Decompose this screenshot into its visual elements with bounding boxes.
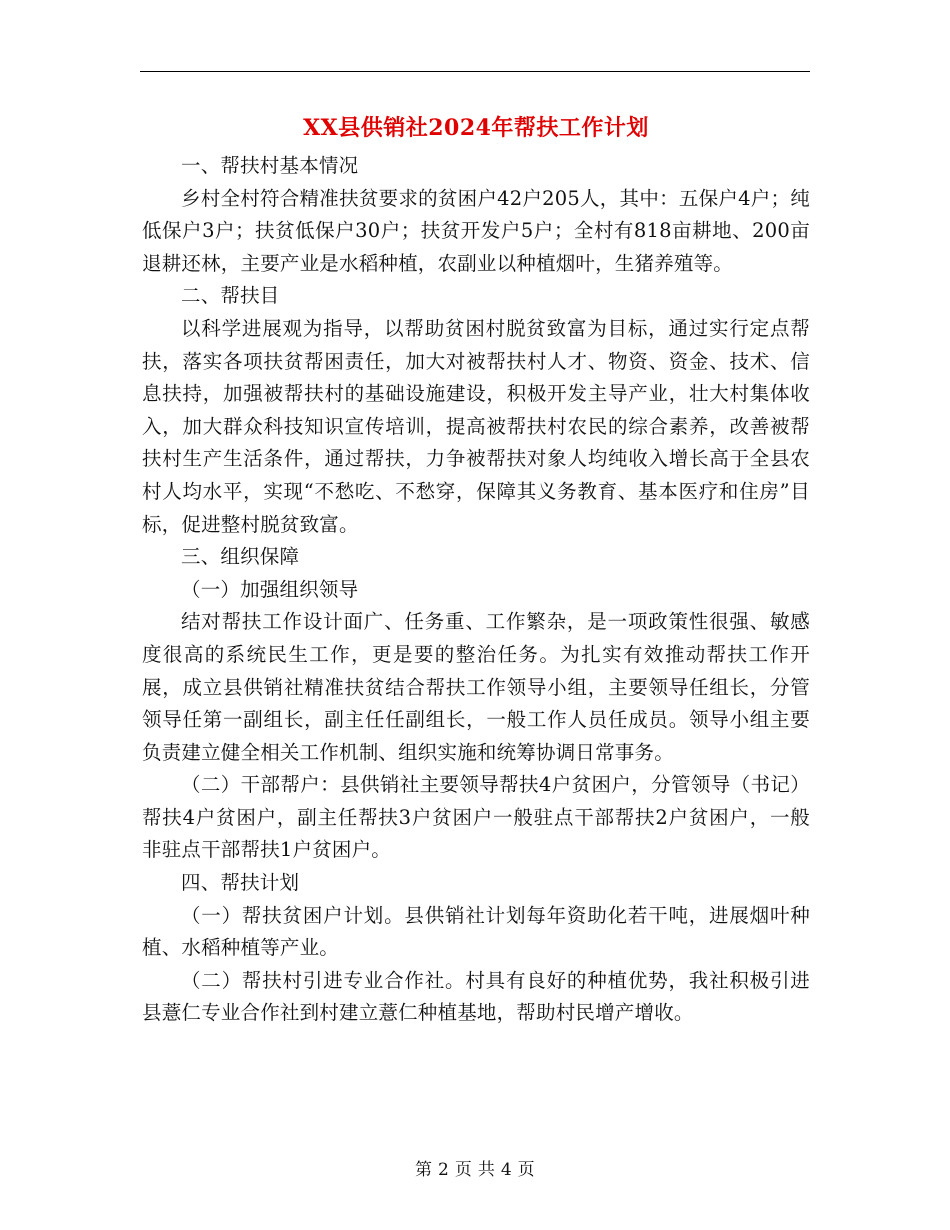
section-heading-organization: 三、组织保障: [181, 545, 300, 569]
paragraph-leadership: 结对帮扶工作设计面广、任务重、工作繁杂，是一项政策性很强、敏感度很高的系统民生工作，更是要的整治任务。为扎实有效推动帮扶工作开展，成立县供销社精准扶贫结合帮扶工作领导小组，主要领导任组长，分管领导任第一副组长，副主任任副组长，一般工作人员任成员。领导小组主要负责建立健全相关工作机制、组织实施和统筹协调日常事务。: [142, 610, 810, 764]
document-body: [142, 106, 810, 1030]
paragraph-goals: 以科学进展观为指导，以帮助贫困村脱贫致富为目标，通过实行定点帮扶，落实各项扶贫帮困责任，加大对被帮扶村人才、物资、资金、技术、信息扶持，加强被帮扶村的基础设施建设，积极开发主导产业，壮大村集体收入，加大群众科技知识宣传培训，提高被帮扶村农民的综合素养，改善被帮扶村生产生活条件，通过帮扶，力争被帮扶对象人均纯收入增长高于全县农村人均水平，实现“不愁吃、不愁穿，保障其义务教育、基本医疗和住房”目标，促进整村脱贫致富。: [142, 316, 810, 536]
header-rule: [140, 71, 810, 72]
section-heading-goals: 二、帮扶目: [181, 284, 280, 308]
document-title: XX县供销社2024年帮扶工作计划: [303, 115, 649, 141]
page-number-footer: 第 2 页 共 4 页: [415, 1160, 535, 1180]
section-heading-basic-info: 一、帮扶村基本情况: [181, 154, 359, 177]
paragraph-cooperative-plan: （二）帮扶村引进专业合作社。村具有良好的种植优势，我社积极引进县薏仁专业合作社到村建立薏仁种植基地，帮助村民增产增收。: [142, 968, 810, 1025]
paragraph-household-plan: （一）帮扶贫困户计划。县供销社计划每年资助化若干吨，进展烟叶种植、水稻种植等产业。: [142, 903, 810, 960]
paragraph-basic-info: 乡村全村符合精准扶贫要求的贫困户42户205人，其中：五保户4户；纯低保户3户；扶贫低保户30户；扶贫开发户5户；全村有818亩耕地、200亩退耕还林，主要产业是水稻种植，农副业以种植烟叶，生猪养殖等。: [142, 186, 810, 275]
section-heading-plan: 四、帮扶计划: [181, 871, 300, 895]
paragraph-cadre-assignment: （二）干部帮户：县供销社主要领导帮扶4户贫困户，分管领导（书记）帮扶4户贫困户，副主任帮扶3户贫困户一般驻点干部帮扶2户贫困户，一般非驻点干部帮扶1户贫困户。: [142, 773, 810, 862]
subheading-leadership: （一）加强组织领导: [181, 577, 359, 601]
